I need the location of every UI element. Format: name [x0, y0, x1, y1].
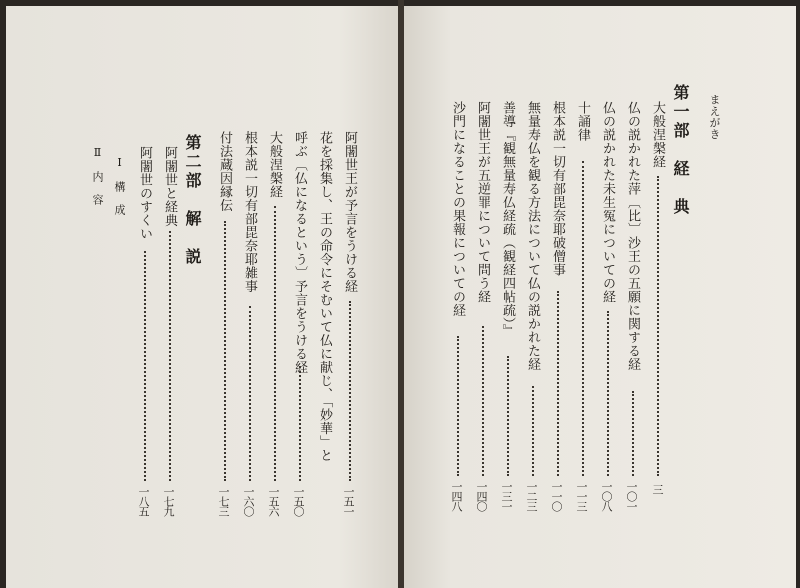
toc-entry: 根本説一切有部毘奈耶破僧事 [550, 101, 565, 277]
page-number: 一五〇 [292, 486, 305, 516]
toc-entry: 十誦律 [575, 101, 590, 142]
page-number: 一七九 [162, 486, 175, 516]
toc-entry: 無量寿仏を観る方法について仏の説かれた経 [525, 101, 540, 371]
left-page [6, 6, 398, 588]
page-number: 一三一 [500, 481, 513, 511]
dot-leader [532, 386, 536, 476]
toc-entry: 阿闍世王が五逆罪について問う経 [475, 101, 490, 304]
page-number: 一四〇 [475, 481, 488, 511]
page-number: 一〇八 [600, 481, 613, 511]
page-number: 一七三 [217, 486, 230, 516]
right-page [404, 6, 796, 588]
subsection-label: Ⅰ 構 成 [113, 156, 126, 216]
dot-leader [349, 301, 353, 481]
page-number: 一一三 [575, 481, 588, 511]
page-number: 一五一 [342, 486, 355, 516]
toc-entry: 阿闍世王が予言をうける経 [342, 131, 357, 293]
page-number: 一二三 [525, 481, 538, 511]
page-number: 一一〇 [550, 481, 563, 511]
dot-leader [457, 336, 461, 476]
dot-leader [274, 206, 278, 481]
part2-title: 第二部 解 説 [183, 134, 202, 267]
toc-entry: 付法蔵因縁伝 [217, 131, 232, 212]
page-number: 一四八 [450, 481, 463, 511]
toc-entry: 大般涅槃経 [267, 131, 282, 199]
dot-leader [607, 311, 611, 476]
page-number: 一六〇 [242, 486, 255, 516]
part1-title: 第一部 経 典 [671, 84, 690, 217]
page-number: 一五六 [267, 486, 280, 516]
toc-entry: 仏の説かれた未生冤についての経 [600, 101, 615, 304]
dot-leader [249, 306, 253, 481]
toc-entry: 仏の説かれた萍〔比〕沙王の五願に関する経 [625, 101, 640, 371]
page-number: 一八五 [137, 486, 150, 516]
page-number: 一〇一 [625, 481, 638, 511]
dot-leader [224, 221, 228, 481]
dot-leader [582, 161, 586, 476]
dot-leader [507, 356, 511, 476]
preface-label: まえがき [708, 94, 721, 140]
subsection-label: Ⅱ 内 容 [91, 146, 104, 206]
dot-leader [299, 366, 303, 481]
toc-entry: 大般涅槃経 [650, 101, 665, 169]
page-number: 三 [651, 484, 664, 494]
toc-entry: 阿闍世と経典 [162, 146, 177, 227]
dot-leader [482, 326, 486, 476]
dot-leader [632, 391, 636, 476]
dot-leader [144, 251, 148, 481]
toc-entry: 阿闍世のすくい [137, 146, 152, 241]
dot-leader [557, 291, 561, 476]
dot-leader [169, 231, 173, 481]
toc-entry-line: 花を採集し、王の命令にそむいて仏に献じ、「妙華」と [317, 131, 332, 462]
toc-entry: 呼ぶ〔仏になるという〕予言をうける経 [292, 131, 307, 374]
dot-leader [657, 176, 661, 476]
toc-entry: 善導『観無量寿仏経疏（観経四帖疏）』 [500, 101, 515, 338]
toc-entry: 沙門になることの果報についての経 [450, 101, 465, 317]
toc-entry: 根本説一切有部毘奈耶雑事 [242, 131, 257, 293]
